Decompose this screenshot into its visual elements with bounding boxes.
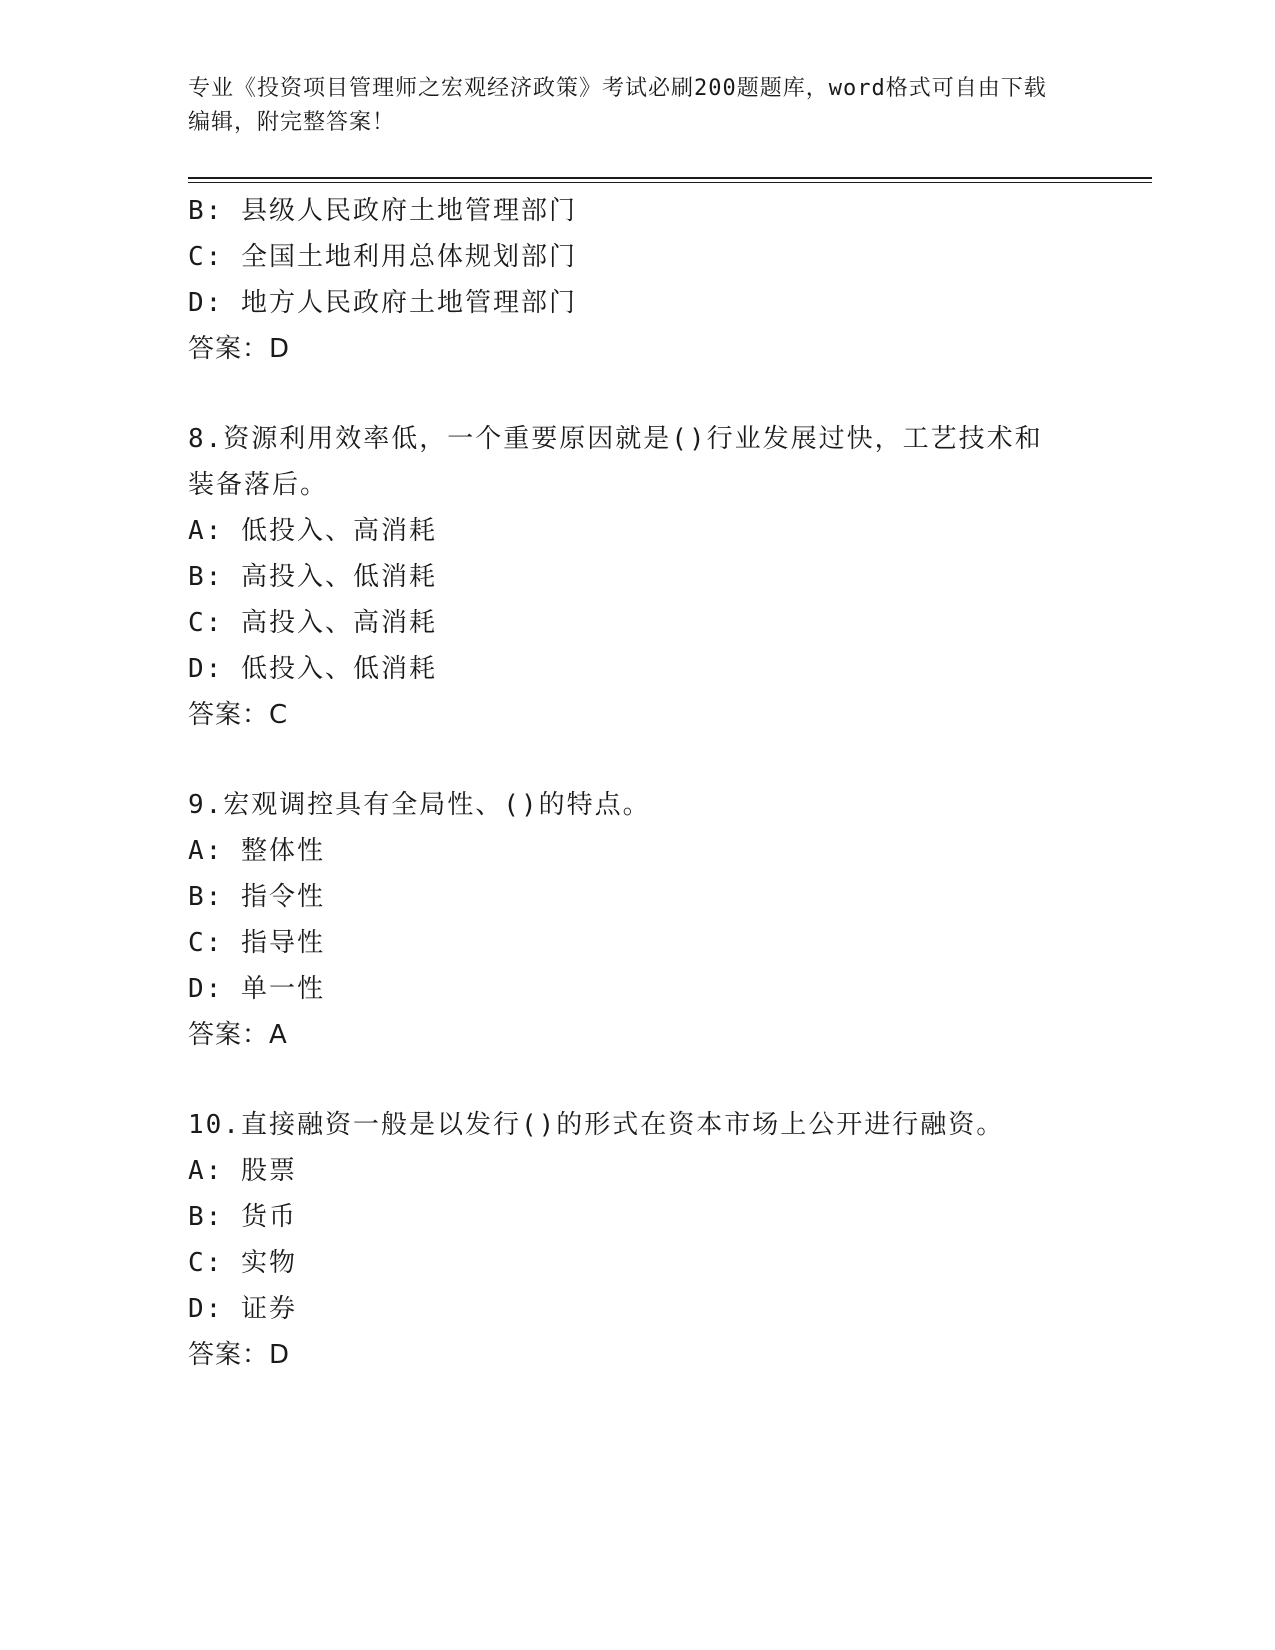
question-text: 10.直接融资一般是以发行()的形式在资本市场上公开进行融资。 xyxy=(188,1110,1005,1140)
spacer xyxy=(188,1058,1068,1102)
document-header: 专业《投资项目管理师之宏观经济政策》考试必刷200题题库，word格式可自由下载编辑，附完整答案！ xyxy=(188,76,1047,135)
header-divider-thin xyxy=(188,182,1152,183)
question-text: 8.资源利用效率低，一个重要原因就是()行业发展过快，工艺技术和装备落后。 xyxy=(188,424,1043,500)
question-text: 9.宏观调控具有全局性、()的特点。 xyxy=(188,790,651,820)
question-list xyxy=(188,188,1068,1378)
option-d: D: 低投入、低消耗 xyxy=(188,654,437,684)
option-a: A: 股票 xyxy=(188,1156,297,1186)
spacer xyxy=(188,372,1068,416)
question-block-10 xyxy=(188,1102,1068,1378)
header-divider-thick xyxy=(188,177,1152,179)
option-d: D: 证券 xyxy=(188,1294,297,1324)
option-b: B: 指令性 xyxy=(188,882,325,912)
option-c: C: 指导性 xyxy=(188,928,325,958)
option-b: B: 高投入、低消耗 xyxy=(188,562,437,592)
answer-line: 答案：A xyxy=(188,1020,288,1050)
option-a: A: 整体性 xyxy=(188,836,325,866)
option-d: D: 地方人民政府土地管理部门 xyxy=(188,288,577,318)
question-block-8 xyxy=(188,416,1068,738)
option-a: A: 低投入、高消耗 xyxy=(188,516,437,546)
option-d: D: 单一性 xyxy=(188,974,325,1004)
option-b: B: 货币 xyxy=(188,1202,297,1232)
answer-line: 答案：D xyxy=(188,1340,291,1370)
answer-line: 答案：C xyxy=(188,700,289,730)
spacer xyxy=(188,738,1068,782)
question-block-partial xyxy=(188,188,1068,372)
option-b: B: 县级人民政府土地管理部门 xyxy=(188,196,577,226)
question-block-9 xyxy=(188,782,1068,1058)
option-c: C: 实物 xyxy=(188,1248,297,1278)
option-c: C: 全国土地利用总体规划部门 xyxy=(188,242,577,272)
option-c: C: 高投入、高消耗 xyxy=(188,608,437,638)
answer-line: 答案：D xyxy=(188,334,291,364)
